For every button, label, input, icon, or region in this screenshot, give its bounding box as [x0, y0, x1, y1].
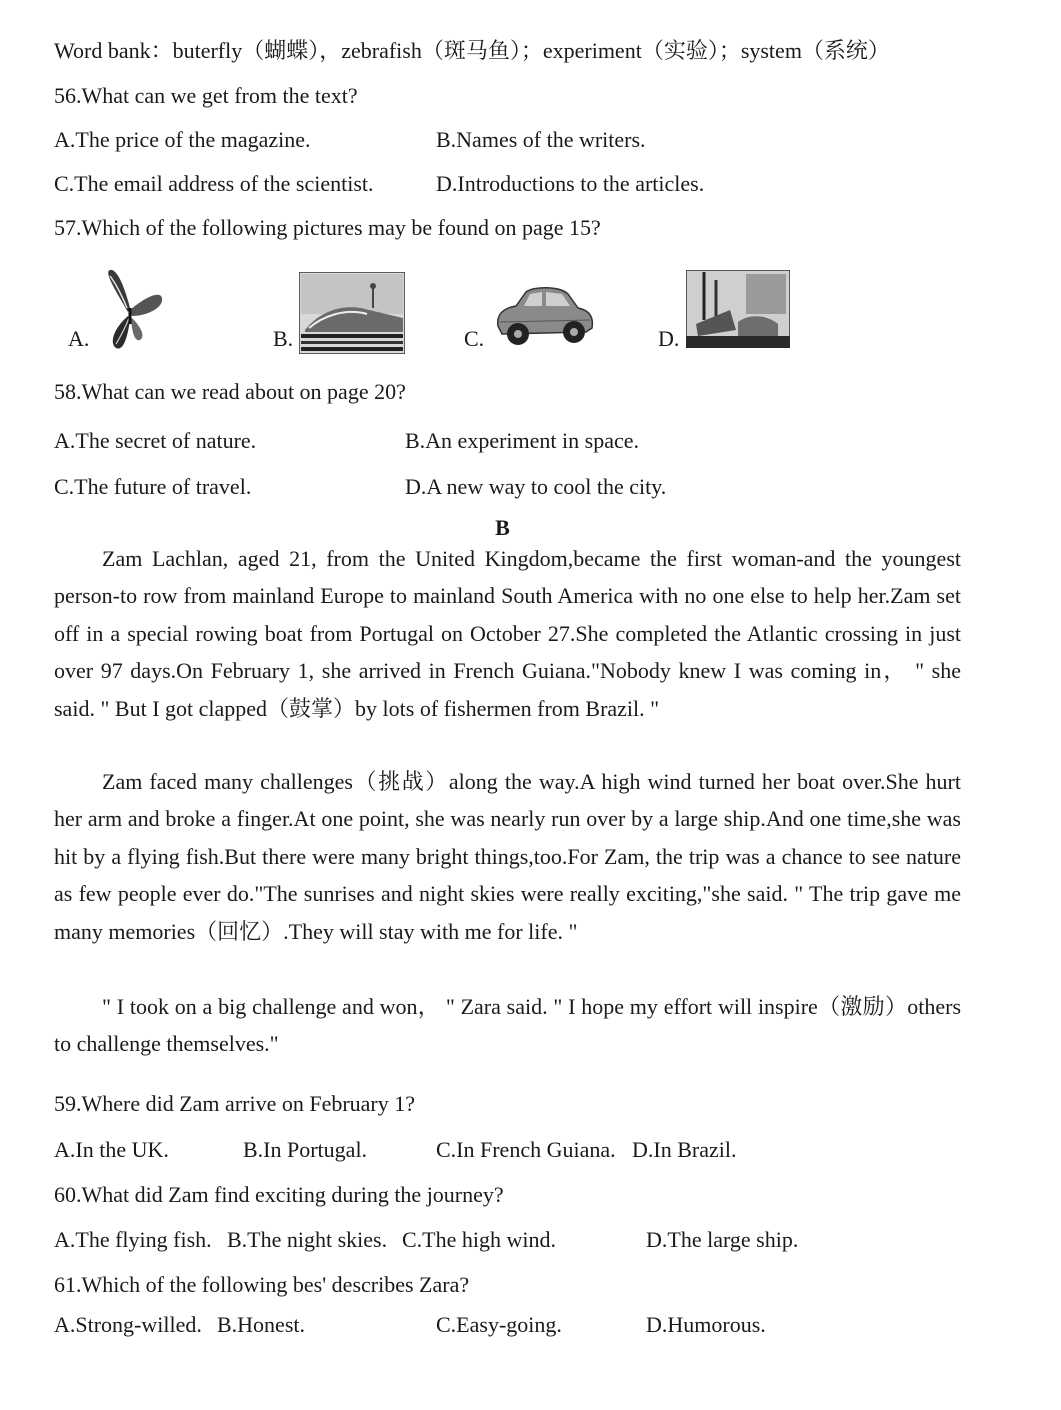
- question-58: 58.What can we read about on page 20?: [54, 379, 406, 404]
- question-56: 56.What can we get from the text?: [54, 83, 358, 108]
- q60-option-c: C.The high wind.: [402, 1227, 556, 1252]
- q60-option-b: B.The night skies.: [227, 1227, 388, 1252]
- question-57: 57.Which of the following pictures may be found on page 15?: [54, 215, 601, 240]
- passage-paragraph-2: [54, 763, 961, 950]
- car-picture: [490, 280, 596, 354]
- q57-label-d: D.: [658, 326, 680, 351]
- lab-picture: [686, 270, 790, 348]
- question-59: 59.Where did Zam arrive on February 1?: [54, 1091, 416, 1116]
- word-bank: Word bank：buterfly（蝴蝶），zebrafish（斑马鱼）；experiment（实验）；system（系统）: [54, 38, 890, 63]
- paragraph-2-text: Zam faced many challenges（挑战）along the way.A high wind turned her boat over.She hurt her arm and broke a finger.At one point, she was nearly run over by a large ship.And one time,she was hit by a flying fish.But there were many bright things,too.For Zam, the trip was a chance to see nature as few people ever do."The sunrises and night skies were really exciting,"she said. " The trip gave me many memories（回忆）.They will stay with me for life. ": [54, 769, 961, 944]
- q57-label-b: B.: [273, 326, 294, 351]
- q60-option-a: A.The flying fish.: [54, 1227, 212, 1252]
- section-heading: B: [495, 515, 510, 540]
- q56-option-c: C.The email address of the scientist.: [54, 171, 374, 196]
- q58-option-b: B.An experiment in space.: [405, 428, 639, 453]
- paragraph-1-text: Zam Lachlan, aged 21, from the United Kingdom,became the first woman-and the youngest person-to row from mainland Europe to mainland South America with no one else to help her.Zam set off in a special rowing boat from Portugal on October 27.She completed the Atlantic crossing in just over 97 days.On February 1, she arrived in French Guiana."Nobody knew I was coming in， " she said. " But I got clapped（鼓掌）by lots of fishermen from Brazil. ": [54, 546, 961, 721]
- q61-option-d: D.Humorous.: [646, 1312, 766, 1337]
- q56-option-b: B.Names of the writers.: [436, 127, 646, 152]
- passage-paragraph-3: [54, 988, 961, 1063]
- q57-label-a: A.: [68, 326, 90, 351]
- q59-option-b: B.In Portugal.: [243, 1137, 368, 1162]
- q61-option-c: C.Easy-going.: [436, 1312, 562, 1337]
- q56-option-a: A.The price of the magazine.: [54, 127, 311, 152]
- q59-option-a: A.In the UK.: [54, 1137, 169, 1162]
- question-61: 61.Which of the following bes' describes Zara?: [54, 1272, 470, 1297]
- q59-option-c: C.In French Guiana.: [436, 1137, 616, 1162]
- question-60: 60.What did Zam find exciting during the journey?: [54, 1182, 504, 1207]
- q58-option-a: A.The secret of nature.: [54, 428, 257, 453]
- q58-option-c: C.The future of travel.: [54, 474, 252, 499]
- train-picture: [299, 272, 405, 354]
- butterfly-picture: [94, 268, 166, 354]
- q59-option-d: D.In Brazil.: [632, 1137, 737, 1162]
- passage-paragraph-1: [54, 540, 961, 727]
- q57-label-c: C.: [464, 326, 485, 351]
- q60-option-d: D.The large ship.: [646, 1227, 799, 1252]
- q61-option-b: B.Honest.: [217, 1312, 305, 1337]
- q61-option-a: A.Strong-willed.: [54, 1312, 202, 1337]
- q58-option-d: D.A new way to cool the city.: [405, 474, 667, 499]
- paragraph-3-text: " I took on a big challenge and won， " Zara said. " I hope my effort will inspire（激励）others to challenge themselves.": [54, 994, 961, 1057]
- q56-option-d: D.Introductions to the articles.: [436, 171, 705, 196]
